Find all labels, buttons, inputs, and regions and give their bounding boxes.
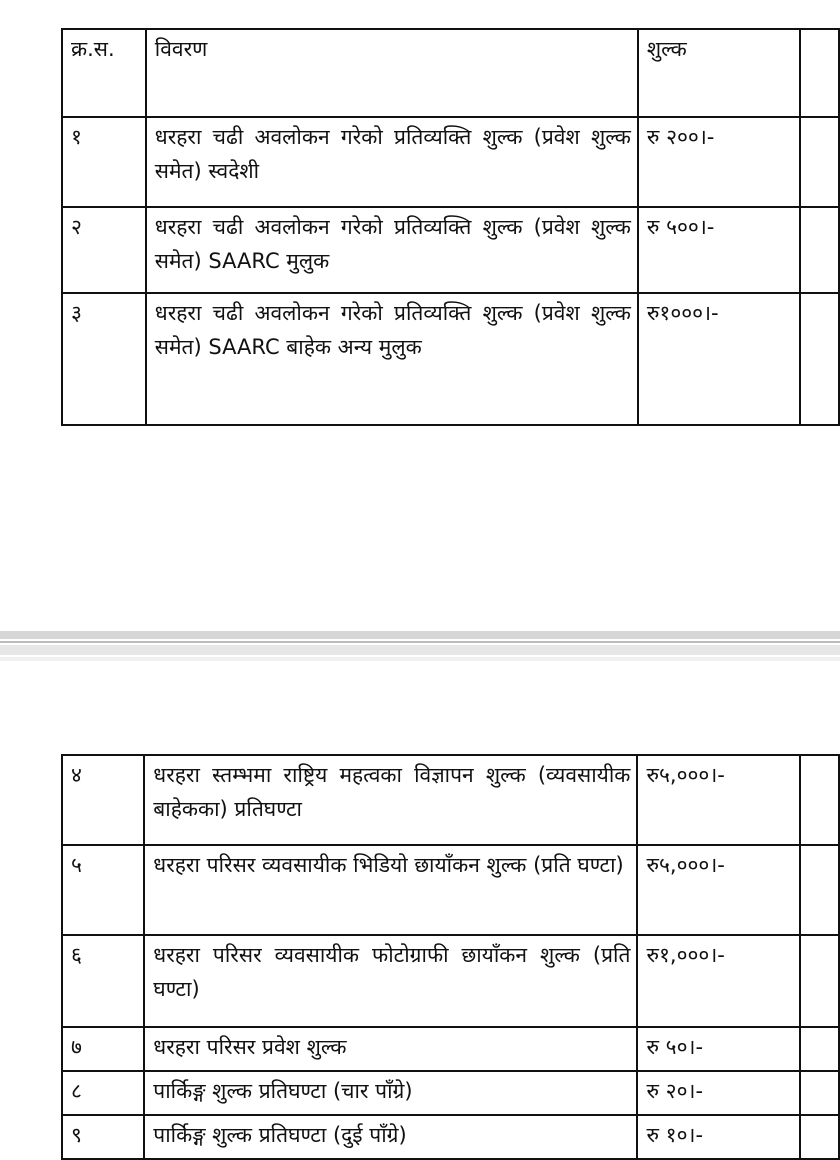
row-serial: १ xyxy=(62,117,146,207)
row-description: पार्किङ्ग शुल्क प्रतिघण्टा (चार पाँग्रे) xyxy=(144,1071,637,1115)
row-fee: रु ५००।- xyxy=(638,207,800,293)
table-row xyxy=(62,293,839,425)
row-fee: रु१,०००।- xyxy=(637,935,800,1027)
header-description: विवरण xyxy=(146,29,638,117)
row-fee: रु २०।- xyxy=(637,1071,800,1115)
row-serial: ५ xyxy=(62,845,144,935)
row-extra-cell xyxy=(800,935,839,1027)
table-row xyxy=(62,117,839,207)
row-description: धरहरा चढी अवलोकन गरेको प्रतिव्यक्ति शुल्क (प्रवेश शुल्क समेत) स्वदेशी xyxy=(146,117,638,207)
row-description: धरहरा स्तम्भमा राष्ट्रिय महत्वका विज्ञापन शुल्क (व्यवसायीक बाहेकका) प्रतिघण्टा xyxy=(144,755,637,845)
row-fee: रु ५०।- xyxy=(637,1027,800,1071)
row-fee: रु १०।- xyxy=(637,1115,800,1159)
page-break-shadow xyxy=(0,631,840,639)
table-row xyxy=(62,845,839,935)
row-extra-cell xyxy=(800,207,839,293)
page-break-shadow xyxy=(0,645,840,655)
header-fee: शुल्क xyxy=(638,29,800,117)
row-extra-cell xyxy=(800,1115,839,1159)
fee-table-top xyxy=(61,28,840,426)
row-description: धरहरा परिसर प्रवेश शुल्क xyxy=(144,1027,637,1071)
table-row xyxy=(62,207,839,293)
row-description: धरहरा परिसर व्यवसायीक फोटोग्राफी छायाँकन शुल्क (प्रति घण्टा) xyxy=(144,935,637,1027)
row-extra-cell xyxy=(800,1027,839,1071)
table-row xyxy=(62,935,839,1027)
row-fee: रु५,०००।- xyxy=(637,845,800,935)
table-row xyxy=(62,1027,839,1071)
fee-table-bottom xyxy=(61,754,840,1160)
row-serial: ७ xyxy=(62,1027,144,1071)
row-fee: रु५,०००।- xyxy=(637,755,800,845)
table-row xyxy=(62,1115,839,1159)
row-serial: ४ xyxy=(62,755,144,845)
row-description: पार्किङ्ग शुल्क प्रतिघण्टा (दुई पाँग्रे) xyxy=(144,1115,637,1159)
row-fee: रु २००।- xyxy=(638,117,800,207)
row-extra-cell xyxy=(800,1071,839,1115)
header-serial: क्र.स. xyxy=(62,29,146,117)
row-serial: ८ xyxy=(62,1071,144,1115)
page-break-shadow xyxy=(0,657,840,661)
row-extra-cell xyxy=(800,755,839,845)
page-break-line xyxy=(0,641,840,643)
header-extra-column xyxy=(800,29,839,117)
table-row xyxy=(62,1071,839,1115)
row-fee: रु१०००।- xyxy=(638,293,800,425)
row-serial: ९ xyxy=(62,1115,144,1159)
row-description: धरहरा चढी अवलोकन गरेको प्रतिव्यक्ति शुल्क (प्रवेश शुल्क समेत) SAARC मुलुक xyxy=(146,207,638,293)
row-extra-cell xyxy=(800,845,839,935)
table-header-row xyxy=(62,29,839,117)
row-serial: २ xyxy=(62,207,146,293)
row-description: धरहरा चढी अवलोकन गरेको प्रतिव्यक्ति शुल्क (प्रवेश शुल्क समेत) SAARC बाहेक अन्य मुलुक xyxy=(146,293,638,425)
row-serial: ६ xyxy=(62,935,144,1027)
row-serial: ३ xyxy=(62,293,146,425)
table-row xyxy=(62,755,839,845)
row-description: धरहरा परिसर व्यवसायीक भिडियो छायाँकन शुल्क (प्रति घण्टा) xyxy=(144,845,637,935)
row-extra-cell xyxy=(800,117,839,207)
row-extra-cell xyxy=(800,293,839,425)
